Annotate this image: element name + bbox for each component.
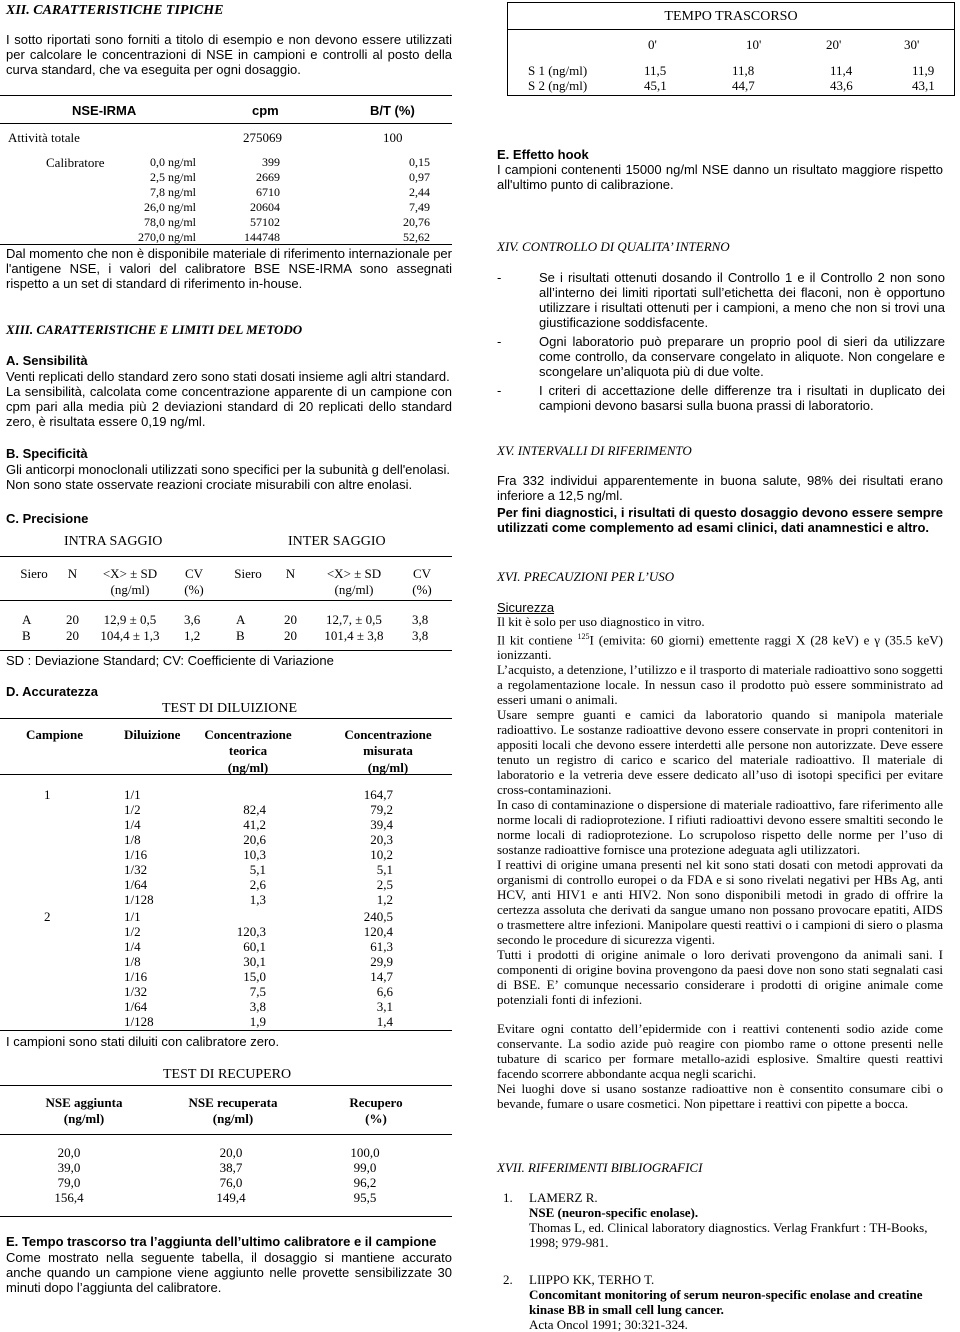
rec-h-agg: NSE aggiunta (ng/ml) <box>45 1095 123 1127</box>
recovered-value: 38,7 <box>219 1160 243 1175</box>
qc-item: - I criteri di accettazione delle differenze tra i risultati in duplicato dei campioni devono basarsi sulla buona prassi di laboratorio. <box>497 383 945 413</box>
measured-value: 5,1 <box>376 862 393 877</box>
dilution-value: 1/16 <box>124 847 148 862</box>
dil-title: TEST DI DILUIZIONE <box>162 701 298 716</box>
hook-title: E. Effetto hook <box>497 147 589 162</box>
sec17-title: XVII. RIFERIMENTI BIBLIOGRAFICI <box>497 1160 703 1175</box>
recovered-value: 149,4 <box>216 1190 246 1205</box>
dilution-value: 1/1 <box>124 787 141 802</box>
dil-camp-2: 2 <box>44 909 51 924</box>
recovered-value: 76,0 <box>219 1175 243 1190</box>
prec-h-cv: CV (%) <box>184 566 204 598</box>
calib-h-nse: NSE-IRMA <box>72 103 137 118</box>
theoretical-value: 10,3 <box>243 847 266 862</box>
spec-title: B. Specificità <box>6 446 88 461</box>
rec-h-pct: Recupero (%) <box>349 1095 403 1127</box>
dilution-value: 1/4 <box>124 817 141 832</box>
time-cell: 43,6 <box>830 78 853 93</box>
rec-title: TEST DI RECUPERO <box>163 1067 292 1082</box>
calib-bt: 7,49 <box>409 200 430 214</box>
dilution-value: 1/16 <box>124 969 148 984</box>
recovery-pct: 96,2 <box>353 1175 377 1190</box>
calib-total-bt: 100 <box>383 130 403 145</box>
time-cell: 45,1 <box>644 78 667 93</box>
inter-n: 20 20 <box>284 612 297 644</box>
measured-value: 120,4 <box>363 924 393 939</box>
calib-cpms <box>220 155 280 245</box>
theoretical-value: 82,4 <box>243 802 266 817</box>
spec-p1: Gli anticorpi monoclonali utilizzati sono specifici per la subunità g dell'enolasi. <box>6 462 450 477</box>
inter-label: INTER SAGGIO <box>288 534 386 549</box>
ref-item: 2. LIIPPO KK, TERHO T. Concomitant monitoring of serum neuron-specific enolase and creatine kinase BB in small cell lung cancer. Acta Oncol 1991; 30:321-324. <box>503 1272 923 1332</box>
dil-h-camp: Campione <box>26 727 84 742</box>
dil-col-2 <box>124 909 164 1029</box>
time-cell: 11,5 <box>644 63 667 78</box>
measured-value: 6,6 <box>376 984 393 999</box>
sec15-text: Fra 332 individui apparentemente in buona salute, 98% dei risultati erano inferiore a 12,5 ng/ml. <box>497 473 943 503</box>
time-sec-title: E. Tempo trascorso tra l’aggiunta dell’ultimo calibratore e il campione <box>6 1234 437 1249</box>
measured-value: 240,5 <box>363 909 393 924</box>
dil-h-teo: Concentrazione teorica (ng/ml) <box>204 727 292 775</box>
calib-cpm: 57102 <box>250 215 280 229</box>
time-table-title: TEMPO TRASCORSO <box>664 9 798 24</box>
sens-title: A. Sensibilità <box>6 353 88 368</box>
theoretical-value <box>220 787 266 802</box>
dilution-value: 1/32 <box>124 862 148 877</box>
time-row2-label: S 2 (ng/ml) <box>528 78 588 93</box>
measured-value: 14,7 <box>370 969 393 984</box>
prec-note: SD : Deviazione Standard; CV: Coefficiente di Variazione <box>6 653 334 668</box>
theoretical-value: 1,3 <box>249 892 266 907</box>
qc-item: - Ogni laboratorio può preparare un proprio pool di sieri da utilizzare come controllo, da conservare congelato in aliquote. Non congelare e scongelare un’aliquota più di due volte. <box>497 334 945 379</box>
calib-label: Calibratore <box>46 155 105 170</box>
calib-note: Dal momento che non è disponibile materiale di riferimento internazionale per l'antigene NSE, i valori del calibratore BSE NSE-IRMA sono assegnati rispetto a un set di standard di riferimento in-house. <box>6 246 452 291</box>
prec-h-n: N <box>285 566 296 581</box>
recovery-pct: 99,0 <box>353 1160 377 1175</box>
sec16-p8: Evitare ogni contatto dell’epidermide con i reattivi contenenti sodio azide come conservante. La sodio azide può reagire con piombo rame o ottone presenti nelle tubature di scarico per formare metallo-azidi esplosive. Smaltire questi reattivi facendo scorrere abbondante acqua negli scarichi. <box>497 1021 943 1082</box>
time-h0: 0' <box>648 37 657 52</box>
sec12-intro: I sotto riportati sono forniti a titolo di esempio e non devono essere utilizzati per calcolare le concentrazioni di NSE in campioni e controlli al posto della curva standard, che va eseguita per ogni dosaggio. <box>6 32 452 77</box>
sec12-title: XII. CARATTERISTICHE TIPICHE <box>6 3 224 18</box>
mis-col-1 <box>345 787 393 907</box>
spec-p2: Non sono state osservate reazioni crociate misurabili con altre enolasi. <box>6 477 413 492</box>
theoretical-value: 1,9 <box>249 1014 266 1029</box>
measured-value: 1,2 <box>376 892 393 907</box>
theoretical-value: 2,6 <box>249 877 266 892</box>
calib-conc: 2,5 ng/ml <box>149 170 196 184</box>
added-value: 156,4 <box>54 1190 84 1205</box>
theoretical-value: 7,5 <box>249 984 266 999</box>
dilution-value: 1/1 <box>124 909 141 924</box>
intra-cv: 3,6 1,2 <box>184 612 201 644</box>
calib-conc: 78,0 ng/ml <box>143 215 196 229</box>
measured-value: 2,5 <box>376 877 393 892</box>
time-h1: 10' <box>746 37 762 52</box>
calib-total-cpm: 275069 <box>243 130 282 145</box>
qc-item: - Se i risultati ottenuti dosando il Controllo 1 e il Controllo 2 non sono all’interno dei limiti riportati sull’etichetta dei flaconi, non è opportuno utilizzare i risultati ottenuti per i campioni, a meno che non si trovi una giustificazione soddisfacente. <box>497 270 945 330</box>
measured-value: 29,9 <box>370 954 393 969</box>
measured-value: 1,4 <box>376 1014 393 1029</box>
measured-value: 79,2 <box>370 802 393 817</box>
calib-bt: 0,15 <box>409 155 430 169</box>
sec16-p5: In caso di contaminazione o dispersione di materiale radioattivo, fare riferimento alle norme locali di radioprotezione. I rifiuti radioattivi devono essere smaltiti secondo le norme locali di radioprotezione. Lo scrupoloso rispetto delle norme per l’uso di sostanze radioattive fornisce una protezione adeguata agli utilizzatori. <box>497 797 943 858</box>
sec16-title: XVI. PRECAUZIONI PER L’USO <box>497 569 675 584</box>
theoretical-value: 120,3 <box>236 924 266 939</box>
dil-h-mis: Concentrazione misurata (ng/ml) <box>344 727 432 775</box>
calib-h-cpm: cpm <box>252 103 279 118</box>
inter-siero: A B <box>236 612 246 644</box>
measured-value: 10,2 <box>370 847 393 862</box>
theoretical-value: 3,8 <box>249 999 266 1014</box>
dilution-value: 1/128 <box>124 892 154 907</box>
prec-title: C. Precisione <box>6 511 89 526</box>
theoretical-value: 15,0 <box>243 969 266 984</box>
calib-concs <box>126 155 196 245</box>
dilution-value: 1/8 <box>124 832 141 847</box>
sec16-p2: Il kit contiene $^{125}$I (emivita: 60 giorni) emettente raggi X (28 keV) e γ (35.5 keV) ionizzanti. <box>497 632 943 663</box>
dilution-value: 1/128 <box>124 1014 154 1029</box>
sec16-body <box>497 614 943 1111</box>
sec15-title: XV. INTERVALLI DI RIFERIMENTO <box>497 443 692 458</box>
sec14-list <box>497 270 945 417</box>
calib-cpm: 2669 <box>256 170 280 184</box>
dilution-value: 1/64 <box>124 999 148 1014</box>
intra-n: 20 20 <box>66 612 79 644</box>
teo-col-2 <box>220 909 266 1029</box>
calib-conc: 270,0 ng/ml <box>137 230 196 244</box>
measured-value: 3,1 <box>376 999 393 1014</box>
recovery-pct: 95,5 <box>353 1190 377 1205</box>
measured-value: 164,7 <box>363 787 393 802</box>
ref-item: 1. LAMERZ R. NSE (neuron-specific enolase). Thomas L, ed. Clinical laboratory diagnostics. Verlag Frankfurt : TH-Books, 1998; 979-981. <box>503 1190 928 1250</box>
prec-h-siero: Siero <box>20 566 48 581</box>
sens-p1: Venti replicati dello standard zero sono stati dosati insieme agli altri standard. <box>6 369 450 384</box>
time-cell: 11,8 <box>732 63 755 78</box>
inter-cv: 3,8 3,8 <box>412 612 429 644</box>
measured-value: 39,4 <box>370 817 393 832</box>
dil-camp-1: 1 <box>44 787 51 802</box>
mis-col-2 <box>345 909 393 1029</box>
intra-xsd: 12,9 ± 0,5 104,4 ± 1,3 <box>100 612 160 644</box>
calib-h-bt: B/T (%) <box>370 103 415 118</box>
calib-bt: 0,97 <box>409 170 430 184</box>
dil-note: I campioni sono stati diluiti con calibratore zero. <box>6 1034 280 1049</box>
dilution-value: 1/4 <box>124 939 141 954</box>
time-h3: 30' <box>904 37 920 52</box>
dilution-value: 1/64 <box>124 877 148 892</box>
time-h2: 20' <box>826 37 842 52</box>
time-cell: 44,7 <box>732 78 755 93</box>
hook-text: I campioni contenenti 15000 ng/ml NSE danno un risultato maggiore rispetto all'ultimo punto di calibrazione. <box>497 162 943 192</box>
theoretical-value <box>220 909 266 924</box>
sec16-p1: Il kit è solo per uso diagnostico in vitro. <box>497 614 705 629</box>
added-value: 20,0 <box>57 1145 81 1160</box>
time-cell: 11,9 <box>912 63 935 78</box>
rec-h-rec: NSE recuperata (ng/ml) <box>188 1095 278 1127</box>
measured-value: 61,3 <box>370 939 393 954</box>
safety-subtitle: Sicurezza <box>497 600 555 615</box>
sec16-p9: Nei luoghi dove si usano sostanze radioattive non è consentito consumare cibi o bevande, fumare o usare cosmetici. Non pipettare i reattivi con pipette a bocca. <box>497 1081 943 1112</box>
calib-cpm: 144748 <box>244 230 280 244</box>
sens-p2: La sensibilità, calcolata come concentrazione apparente di un campione con cpm pari alla media più 2 deviazioni standard di 20 replicati dello standard zero, è risultata essere 0,19 ng/ml. <box>6 384 452 429</box>
dilution-value: 1/8 <box>124 954 141 969</box>
rec-agg-col <box>34 1145 104 1205</box>
sec16-p6: I reattivi di origine umana presenti nel kit sono stati dosati con metodi approvati da organismi di controllo europei o da FDA e si sono rivelati negativi per HBs Ag, anti HCV, anti HIV1 e anti HIV2. Non sono disponibili metodi in grado di offrire la certezza assoluta che derivati da sangue umano non possano provocare epatiti, AIDS o trasmettere altre infezioni. Manipolare questi reattivi o i campioni di siero o plasma secondo le procedure di sicurezza vigenti. <box>497 857 943 948</box>
prec-h-xsd: <X> ± SD (ng/ml) <box>326 566 382 598</box>
sec16-p3: L’acquisto, a detenzione, l’utilizzo e il trasporto di materiale radioattivo sono soggetti a regolamentazione locale. In nessun caso il prodotto può essere somministrato ad esseri umani o animali. <box>497 662 943 708</box>
recovery-pct: 100,0 <box>350 1145 380 1160</box>
prec-h-xsd: <X> ± SD (ng/ml) <box>102 566 158 598</box>
dil-col-1 <box>124 787 164 907</box>
calib-cpm: 20604 <box>250 200 280 214</box>
refs-list <box>497 1190 947 1332</box>
calib-bt: 52,62 <box>403 230 430 244</box>
time-cell: 11,4 <box>830 63 853 78</box>
measured-value: 20,3 <box>370 832 393 847</box>
calib-total-label: Attività totale <box>8 130 80 145</box>
theoretical-value: 41,2 <box>243 817 266 832</box>
calib-bts <box>380 155 430 245</box>
theoretical-value: 20,6 <box>243 832 266 847</box>
prec-h-cv: CV (%) <box>412 566 432 598</box>
calib-cpm: 399 <box>262 155 280 169</box>
time-table <box>507 2 955 96</box>
calib-conc: 0,0 ng/ml <box>149 155 196 169</box>
rec-pct-col <box>330 1145 400 1205</box>
sec14-title: XIV. CONTROLLO DI QUALITA’ INTERNO <box>497 239 730 254</box>
prec-h-n: N <box>67 566 78 581</box>
calib-conc: 26,0 ng/ml <box>143 200 196 214</box>
calib-conc: 7,8 ng/ml <box>149 185 196 199</box>
added-value: 79,0 <box>57 1175 81 1190</box>
dilution-value: 1/2 <box>124 924 141 939</box>
calib-bt: 2,44 <box>409 185 430 199</box>
intra-siero: A B <box>22 612 32 644</box>
sec15-bold: Per fini diagnostici, i risultati di questo dosaggio devono essere sempre utilizzati come complemento ad esami clinici, dati anamnestici e altro. <box>497 505 943 535</box>
time-cell: 43,1 <box>912 78 935 93</box>
calib-cpm: 6710 <box>256 185 280 199</box>
theoretical-value: 30,1 <box>243 954 266 969</box>
rec-rec-col <box>196 1145 266 1205</box>
time-row1-label: S 1 (ng/ml) <box>528 63 588 78</box>
sec16-p7: Tutti i prodotti di origine animale o loro derivati provengono da animali sani. I componenti di origine bovina provengono da paesi dove non sono stati segnalati casi di BSE. E’ comunque necessario considerare i prodotti di origine animale come potenziali fonti di infezioni. <box>497 947 943 1008</box>
added-value: 39,0 <box>57 1160 81 1175</box>
time-sec-text: Come mostrato nella seguente tabella, il dosaggio si mantiene accurato anche quando un campione viene aggiunto nelle provette sensibilizzate 30 minuti dopo l’aggiunta del calibratore. <box>6 1250 452 1295</box>
theoretical-value: 5,1 <box>249 862 266 877</box>
dilution-value: 1/2 <box>124 802 141 817</box>
calib-bt: 20,76 <box>403 215 430 229</box>
prec-h-siero: Siero <box>234 566 262 581</box>
acc-title: D. Accuratezza <box>6 684 98 699</box>
theoretical-value: 60,1 <box>243 939 266 954</box>
inter-xsd: 12,7, ± 0,5 101,4 ± 3,8 <box>324 612 384 644</box>
intra-label: INTRA SAGGIO <box>64 534 163 549</box>
dilution-value: 1/32 <box>124 984 148 999</box>
sec16-p4: Usare sempre guanti e camici da laboratorio quando si manipola materiale radioattivo. Le sostanze radioattive devono essere conservate in propri contenitori in appositi locali che devono essere interdetti alle persone non autorizzate. Deve essere tenuto un registro di carico e scarico del materiale radioattivo. Il materiale di laboratorio e la vetreria deve essere dedicato all’uso di isotopi specifici per evitare cross-contaminazioni. <box>497 707 943 798</box>
teo-col-1 <box>220 787 266 907</box>
dil-h-dil: Diluizione <box>124 727 181 742</box>
sec13-title: XIII. CARATTERISTICHE E LIMITI DEL METODO <box>6 322 303 337</box>
recovered-value: 20,0 <box>219 1145 243 1160</box>
